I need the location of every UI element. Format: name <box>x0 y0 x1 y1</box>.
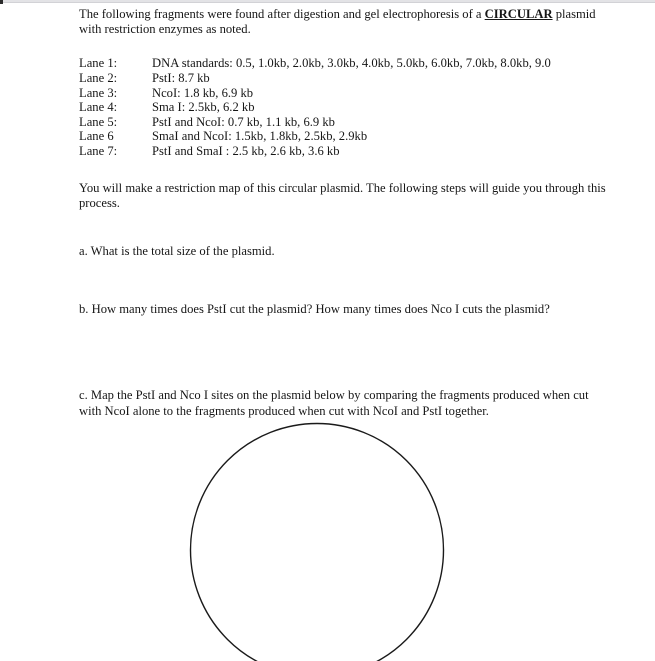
table-row <box>79 129 551 144</box>
lane-content: Sma I: 2.5kb, 6.2 kb <box>152 100 255 115</box>
lane-content: DNA standards: 0.5, 1.0kb, 2.0kb, 3.0kb, 4.0kb, 5.0kb, 6.0kb, 7.0kb, 8.0kb, 9.0 <box>152 56 551 71</box>
document-body <box>79 7 613 419</box>
process-note: You will make a restriction map of this circular plasmid. The following steps will guide you through this process. <box>79 180 606 210</box>
plasmid-circle-outline <box>191 424 444 661</box>
intro-text-after: plasmid with restriction enzymes as noted. <box>79 7 596 37</box>
question-c: c. Map the PstI and Nco I sites on the plasmid below by comparing the fragments produced when cut with NcoI alone to the fragments produced when cut with NcoI and PstI together. <box>79 388 589 418</box>
lane-content: NcoI: 1.8 kb, 6.9 kb <box>152 85 254 100</box>
lane-label: Lane 6 <box>79 129 114 144</box>
lane-label: Lane 1: <box>79 56 118 71</box>
lane-list <box>79 56 551 158</box>
plasmid-diagram <box>0 400 655 661</box>
plasmid-circle-icon <box>0 400 655 661</box>
lane-content: PstI and NcoI: 0.7 kb, 1.1 kb, 6.9 kb <box>152 114 335 129</box>
lane-content: PstI: 8.7 kb <box>152 71 210 85</box>
lane-content: SmaI and NcoI: 1.5kb, 1.8kb, 2.5kb, 2.9kb <box>152 129 368 144</box>
lane-label: Lane 3: <box>79 85 118 100</box>
lane-label: Lane 2: <box>79 71 118 85</box>
circular-emphasis: CIRCULAR <box>484 7 553 21</box>
table-row <box>79 115 551 130</box>
intro-paragraph <box>79 7 613 37</box>
question-a: a. What is the total size of the plasmid. <box>79 243 275 258</box>
intro-text-before: The following fragments were found after digestion and gel electrophoresis of a <box>79 7 485 21</box>
table-row <box>79 144 551 159</box>
lane-content: PstI and SmaI : 2.5 kb, 2.6 kb, 3.6 kb <box>152 143 340 158</box>
question-b: b. How many times does PstI cut the plasmid? How many times does Nco I cuts the plasmid? <box>79 302 550 317</box>
lane-label: Lane 4: <box>79 100 118 115</box>
lane-label: Lane 5: <box>79 114 118 129</box>
table-row <box>79 56 551 71</box>
table-row <box>79 71 551 86</box>
table-row <box>79 86 551 101</box>
lane-label: Lane 7: <box>79 143 118 158</box>
table-row <box>79 100 551 115</box>
